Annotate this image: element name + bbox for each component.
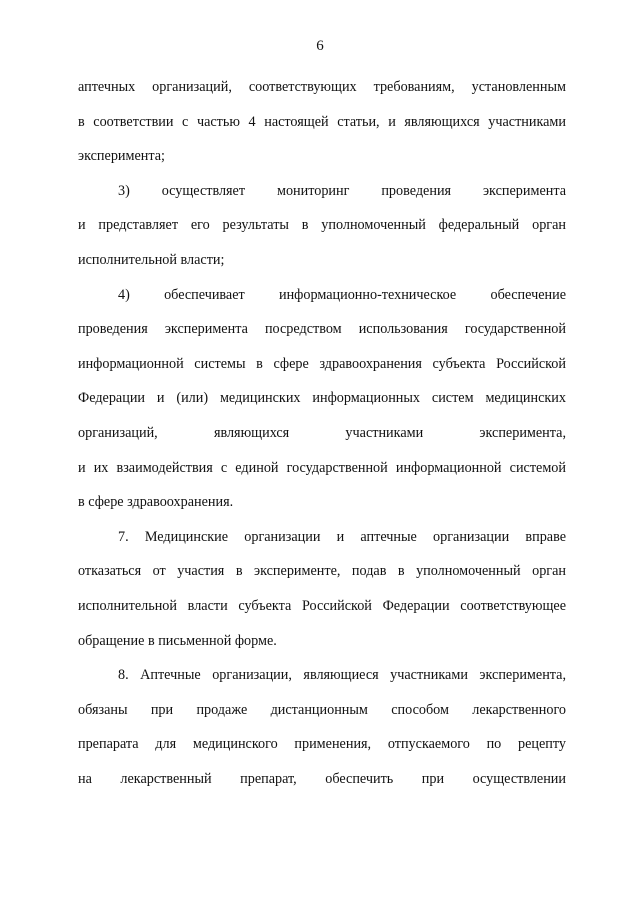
text-line: обязаны при продаже дистанционным способом лекарственного <box>78 701 566 718</box>
text-line: Федерации и (или) медицинских информационных систем медицинских <box>78 390 566 407</box>
text-line: обращение в письменной форме. <box>78 632 277 649</box>
text-line: и представляет его результаты в уполномоченный федеральный орган <box>78 217 566 234</box>
text-line: 7. Медицинские организации и аптечные организации вправе <box>118 528 566 545</box>
paragraph <box>78 278 566 520</box>
paragraph <box>78 658 566 796</box>
text-line: аптечных организаций, соответствующих требованиям, установленным <box>78 79 566 95</box>
page-number: 6 <box>316 38 324 54</box>
text-line: в соответствии с частью 4 настоящей статьи, и являющихся участниками <box>78 113 566 130</box>
paragraph <box>78 174 566 278</box>
text-line: исполнительной власти; <box>78 251 225 268</box>
text-line: информационной системы в сфере здравоохранения субъекта Российской <box>78 355 566 372</box>
text-line: исполнительной власти субъекта Российской Федерации соответствующее <box>78 597 566 614</box>
text-line: в сфере здравоохранения. <box>78 494 234 511</box>
text-line: 3) осуществляет мониторинг проведения эксперимента <box>118 182 566 199</box>
paragraph <box>78 70 566 174</box>
text-line: отказаться от участия в эксперименте, подав в уполномоченный орган <box>78 563 566 580</box>
text-line: эксперимента; <box>78 148 165 165</box>
text-line: 8. Аптечные организации, являющиеся участниками эксперимента, <box>118 667 566 684</box>
text-line: и их взаимодействия с единой государственной информационной системой <box>78 459 566 476</box>
text-line: проведения эксперимента посредством использования государственной <box>78 321 566 338</box>
document-body <box>78 70 566 796</box>
text-line: 4) обеспечивает информационно-техническое обеспечение <box>118 286 566 303</box>
text-line: организаций, являющихся участниками эксперимента, <box>78 424 566 441</box>
paragraph <box>78 520 566 658</box>
text-line: препарата для медицинского применения, отпускаемого по рецепту <box>78 736 566 753</box>
text-line: на лекарственный препарат, обеспечить при осуществлении <box>78 770 566 787</box>
